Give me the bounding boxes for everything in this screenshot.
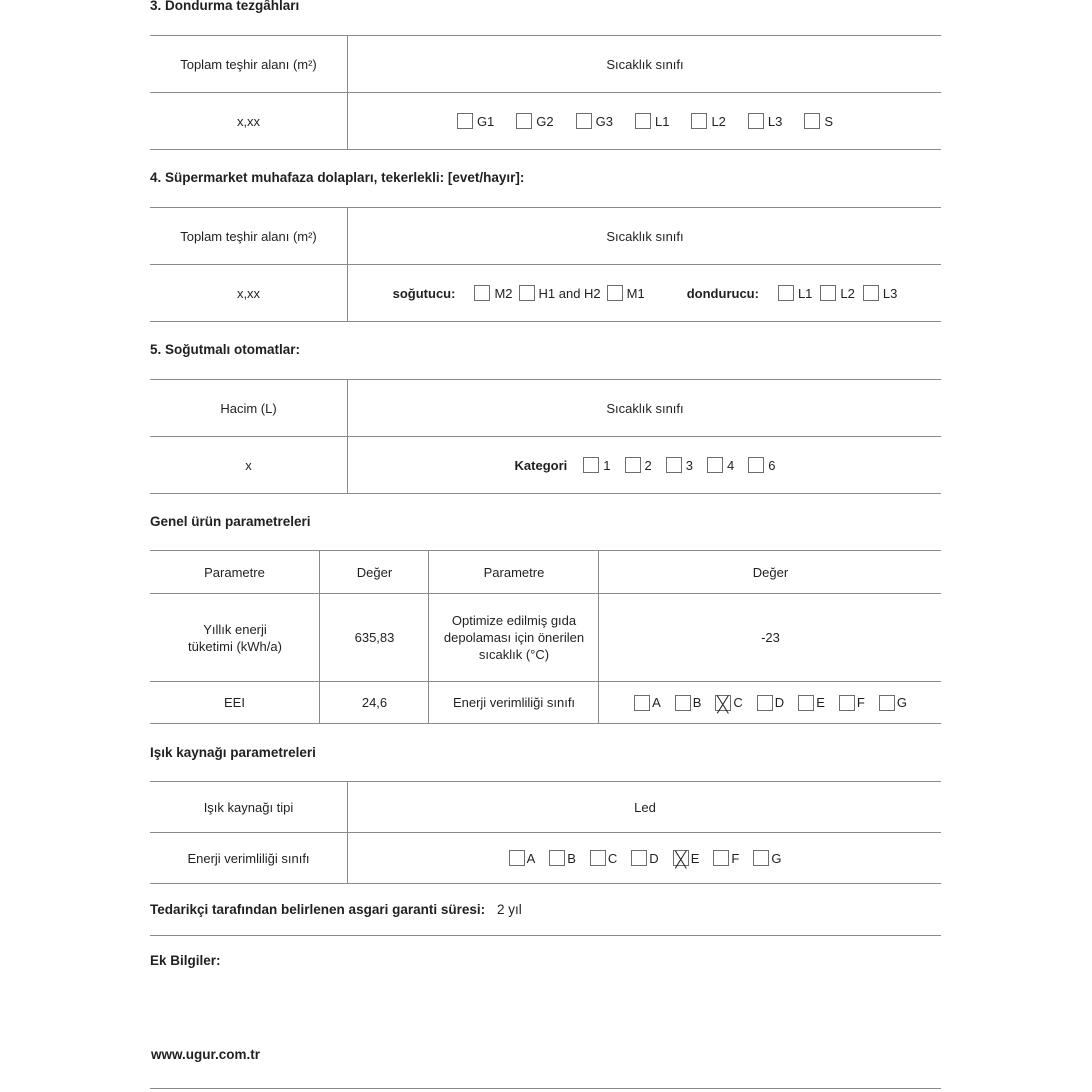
checkbox-checked[interactable] [715,695,731,711]
column-divider [598,550,599,724]
option-label: G3 [595,113,613,129]
option-label: 1 [603,457,611,473]
option-label: S [824,113,834,129]
checkbox[interactable] [634,695,650,711]
option-b[interactable] [675,694,702,711]
checkbox[interactable] [713,850,729,866]
light-class-label: Enerji verimliliği sınıfı [187,850,310,866]
divider [150,493,941,494]
checkbox[interactable] [820,285,836,301]
column-divider [319,550,320,724]
option-b[interactable] [549,850,576,867]
light-type-value: Led [634,799,656,815]
checkbox[interactable] [576,113,592,129]
section5-heading: 5. Soğutmalı otomatlar: [150,342,301,357]
option-label: B [567,850,576,866]
checkbox[interactable] [590,850,606,866]
divider [150,723,941,724]
section5-header-left: Hacim (L) [220,400,277,416]
recommended-temp-value: -23 [761,630,780,645]
option-label: G2 [536,113,554,129]
option-c[interactable] [715,694,742,711]
category-options [583,457,775,474]
option-e[interactable] [673,850,700,867]
option-label: C [607,850,618,866]
light-type-label: Işık kaynağı tipi [203,799,294,815]
divider [150,321,941,322]
cooler-label: soğutucu: [392,285,456,301]
option-f[interactable] [713,850,739,867]
general-header-param-2: Parametre [483,564,545,580]
checkbox[interactable] [607,285,623,301]
warranty-value: 2 yıl [497,902,522,917]
column-divider [347,781,348,884]
checkbox[interactable] [804,113,820,129]
option-label: G [896,695,907,710]
option-label: L3 [882,285,898,301]
option-l2[interactable] [820,285,854,302]
option-f[interactable] [839,694,865,711]
option-l1[interactable] [778,285,812,302]
option-label: B [692,695,702,710]
option-label: E [816,695,825,710]
checkbox[interactable] [839,695,855,711]
option-label: G1 [476,113,495,129]
checkbox[interactable] [675,695,691,711]
divider [150,883,941,884]
checkbox[interactable] [879,695,895,711]
option-label: L1 [654,113,670,129]
section4-options-cell [349,265,941,321]
additional-info-label: Ek Bilgiler: [150,953,221,968]
section5-header-right: Sıcaklık sınıfı [606,400,684,416]
section3-heading: 3. Dondurma tezgâhları [150,0,300,13]
option-g[interactable] [753,850,781,867]
option-label: 2 [644,457,652,473]
general-header-value-2: Değer [752,564,789,580]
energy-class-options-cell [600,682,941,723]
option-c[interactable] [590,850,617,867]
option-s[interactable] [804,113,833,130]
option-l1[interactable] [635,113,669,130]
option-label: L2 [840,285,855,301]
energy-class-options [634,694,907,711]
column-divider [428,550,429,724]
column-divider [347,379,348,494]
footer-website[interactable]: www.ugur.com.tr [151,1047,261,1062]
checkbox[interactable] [457,113,473,129]
section5-value-left: x [245,457,252,473]
checkbox[interactable] [474,285,490,301]
option-m2[interactable] [474,285,512,302]
light-class-options-cell [349,833,941,883]
option-6[interactable] [748,457,775,474]
option-l3[interactable] [863,285,897,302]
annual-energy-label: Yıllık enerji tüketimi (kWh/a) [188,621,282,654]
section3-options [457,113,833,130]
option-g[interactable] [879,694,907,711]
option-label: F [731,850,740,866]
checkbox[interactable] [757,695,773,711]
checkbox[interactable] [635,113,651,129]
section5-options-cell [349,437,941,493]
option-label: M1 [626,285,645,301]
freezer-label: dondurucu: [686,285,759,301]
checkbox[interactable] [625,457,641,473]
option-g2[interactable] [516,113,553,130]
divider [150,149,941,150]
option-label: D [649,850,659,866]
light-class-options [509,850,782,867]
freezer-options [778,285,897,302]
checkbox[interactable] [516,113,532,129]
option-label: H1 and H2 [538,285,601,301]
checkbox[interactable] [691,113,707,129]
section4-header-left: Toplam teşhir alanı (m²) [180,228,317,244]
checkbox[interactable] [549,850,565,866]
option-label: L2 [711,113,726,129]
option-1[interactable] [583,457,610,474]
option-4[interactable] [707,457,734,474]
checkbox[interactable] [748,113,764,129]
section4-header-right: Sıcaklık sınıfı [606,228,684,244]
option-label: G [771,850,782,866]
checkbox[interactable] [666,457,682,473]
warranty-label: Tedarikçi tarafından belirlenen asgari garanti süresi: [150,902,486,917]
option-l3[interactable] [748,113,782,130]
checkbox[interactable] [509,850,525,866]
option-m1[interactable] [607,285,645,302]
option-label: D [774,695,785,710]
general-header-value-1: Değer [356,564,393,580]
section3-header-left: Toplam teşhir alanı (m²) [180,56,317,72]
option-label: E [690,850,700,866]
option-label: 4 [726,457,735,473]
section3-value-left: x,xx [236,113,261,129]
section4-value-left: x,xx [236,285,261,301]
section3-options-cell [349,93,941,149]
section3-header-right: Sıcaklık sınıfı [606,56,684,72]
divider [150,1088,941,1089]
checkbox[interactable] [748,457,764,473]
option-l2[interactable] [691,113,725,130]
option-a[interactable] [509,850,536,867]
column-divider [347,35,348,150]
option-label: A [652,695,661,710]
option-a[interactable] [634,694,661,711]
checkbox[interactable] [707,457,723,473]
checkbox[interactable] [798,695,814,711]
option-label: L1 [797,285,813,301]
energy-class-label: Enerji verimliliği sınıfı [452,695,576,710]
option-label: L3 [767,113,783,129]
category-label: Kategori [514,457,568,473]
eei-label: EEI [224,695,245,710]
option-d[interactable] [631,850,658,867]
light-heading: Işık kaynağı parametreleri [150,745,316,760]
option-h1-and-h2[interactable] [519,285,601,302]
option-label: C [733,695,743,710]
recommended-temp-label: Optimize edilmiş gıda depolaması için önerilen sıcaklık (°C) [443,613,585,662]
checkbox[interactable] [753,850,769,866]
checkbox[interactable] [583,457,599,473]
section4-heading: 4. Süpermarket muhafaza dolapları, tekerlekli: [evet/hayır]: [150,170,525,185]
checkbox[interactable] [631,850,647,866]
option-label: A [526,850,536,866]
general-header-param-1: Parametre [204,564,265,580]
option-label: 6 [768,457,776,473]
column-divider [347,207,348,322]
option-label: M2 [494,285,513,301]
option-label: F [856,695,865,710]
checkbox-checked[interactable] [673,850,689,866]
checkbox[interactable] [863,285,879,301]
option-3[interactable] [666,457,693,474]
option-label: 3 [685,457,693,473]
annual-energy-value: 635,83 [354,630,395,645]
checkbox[interactable] [778,285,794,301]
eei-value: 24,6 [361,695,388,710]
option-g1[interactable] [457,113,494,130]
cooler-options [474,285,644,302]
option-e[interactable] [798,694,825,711]
option-g3[interactable] [576,113,613,130]
checkbox[interactable] [519,285,535,301]
divider [150,935,941,936]
general-heading: Genel ürün parametreleri [150,514,311,529]
option-2[interactable] [625,457,652,474]
option-d[interactable] [757,694,784,711]
